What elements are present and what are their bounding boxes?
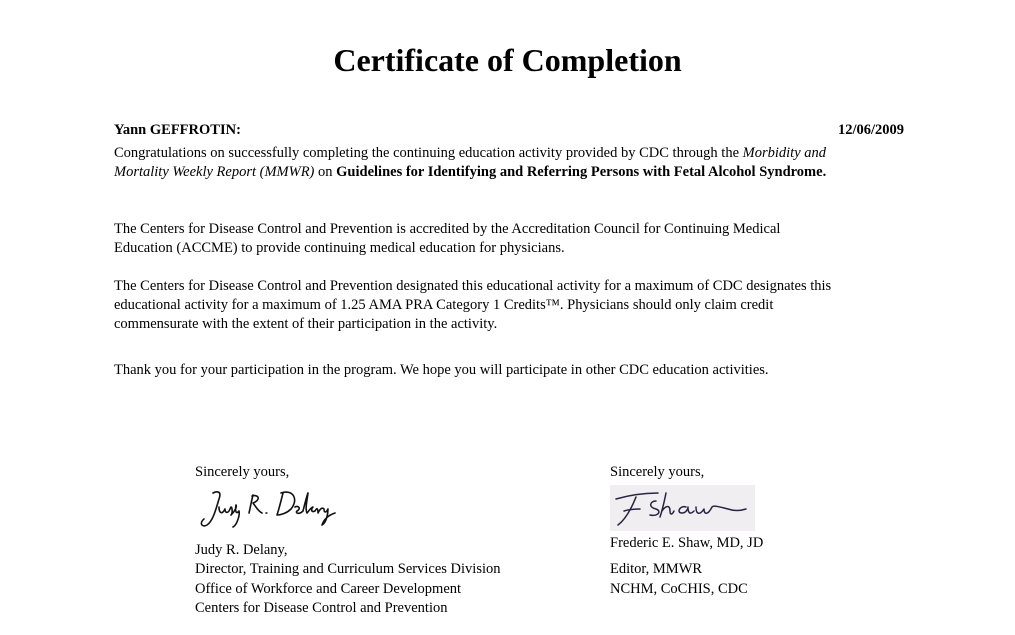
closing-right: Sincerely yours,: [610, 464, 705, 480]
signer-title-right-1: Editor, MMWR: [610, 561, 703, 577]
publication-name: Morbidity and Mortality Weekly Report (MMWR): [114, 145, 827, 180]
signer-name-left: Judy R. Delany,: [195, 541, 288, 558]
closing-left: Sincerely yours,: [195, 464, 290, 480]
accreditation-paragraph: The Centers for Disease Control and Prevention is accredited by the Accreditation Council for Continuing Medical Education (ACCME) to provide continuing medical education for physicians.: [114, 221, 781, 256]
signature-judy-delany: [195, 485, 345, 531]
signature-block-right: [610, 463, 763, 599]
signature-frederic-shaw: [610, 485, 755, 531]
certificate-title: Certificate of Completion: [333, 42, 682, 78]
completion-date: 12/06/2009: [838, 122, 905, 138]
signer-title-right-2: NCHM, CoCHIS, CDC: [610, 580, 748, 597]
signer-title-left-2: Office of Workforce and Career Development: [195, 580, 462, 597]
congratulations-paragraph: [114, 144, 839, 182]
signature-block-left: [195, 463, 501, 619]
congrats-on: on: [314, 164, 337, 180]
signer-title-left-1: Director, Training and Curriculum Services Division: [195, 561, 501, 577]
congrats-intro: Congratulations on successfully completing the continuing education activity provided by CDC through the: [114, 145, 743, 161]
recipient-name: Yann GEFFROTIN:: [114, 122, 241, 138]
activity-title: Guidelines for Identifying and Referring Persons with Fetal Alcohol Syndrome.: [336, 164, 827, 180]
thanks-paragraph: Thank you for your participation in the program. We hope you will participate in other CDC education activities.: [114, 362, 769, 378]
signer-title-left-3: Centers for Disease Control and Prevention: [195, 600, 448, 616]
signer-name-right: Frederic E. Shaw, MD, JD: [610, 534, 764, 551]
designation-paragraph: The Centers for Disease Control and Prevention designated this educational activity for a maximum of CDC designates this educational activity for a maximum of 1.25 AMA PRA Category 1 Credits™. Physicians should only claim credit commensurate with the extent of their participation in the activity.: [114, 278, 832, 332]
